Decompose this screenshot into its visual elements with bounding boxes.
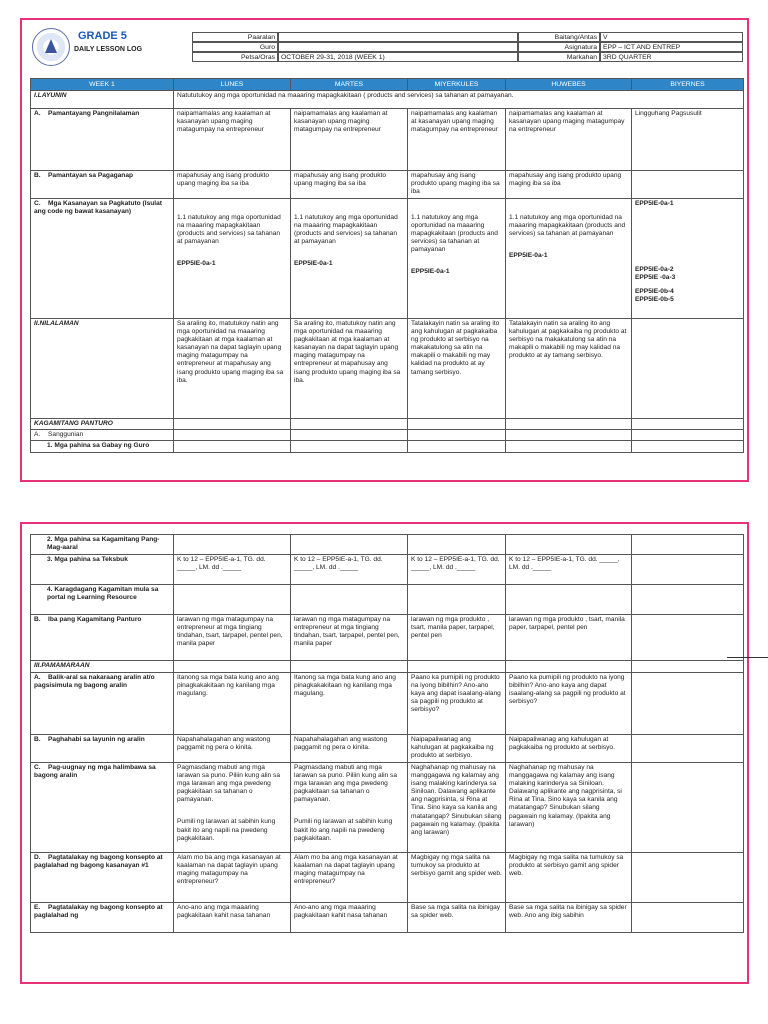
cell: naipamamalas ang kaalaman at kasanayan upang maging matagumpay na entrepreneur [506, 109, 632, 171]
row-label: A. Sanggunian [31, 430, 174, 441]
code: EPP5IE-0a-1 [509, 252, 548, 260]
code: EPP5IE-0a-1 [177, 260, 216, 268]
row-label: 3. Mga pahina sa Teksbuk [31, 555, 174, 585]
doc-title: DAILY LESSON LOG [74, 46, 143, 53]
code: EPP5IE-0b-5 [635, 296, 674, 304]
row-label: 2. Mga pahina sa Kagamitang Pang-Mag-aaral [31, 535, 174, 555]
cell: Sa araling ito, matutukoy natin ang mga oportunidad na maaaring pagkakitaan at mga kaalaman at kasanayan na dapat taglayin upang maging matagumpay na entrepreneur at mapahusay ang isang produkto upang maging iba sa iba. [291, 319, 408, 419]
cell [632, 319, 744, 419]
row-label: C. Mga Kasanayan sa Pagkatuto (Isulat ang code ng bawat kasanayan) [31, 199, 174, 319]
value-paaralan [278, 32, 518, 42]
cell: Itanong sa mga bata kung ano ang pinagkakakitaan ng kanilang mga magulang. [174, 673, 291, 735]
row-kagamitang-panturo [31, 419, 744, 430]
cell [632, 615, 744, 661]
row-sanggunian [31, 430, 744, 441]
row-nilalaman [31, 319, 744, 419]
cell: Pagmasdang mabuti ang mga larawan sa puno. Piliin kung alin sa mga larawan ang mga pwedeng pagkakitaan sa tahanan o pamayanan. Pumili ng larawan at sabihin kung bakit ito ang napili na pwedeng pagkakitaan. [291, 763, 408, 853]
cell: Tatalakayin natin sa araling ito ang kahulugan at pagkakaiba ng produkto at serbisyo na makakatulong sa atin na makapili o makabili ng may kalidad na produkto at ay tamang serbisyo. [408, 319, 506, 419]
cell: Ano-ano ang mga maaaring pagkakitaan kahit nasa tahanan [174, 903, 291, 933]
cell: Tatalakayin natin sa araling ito ang kahulugan at pagkakaiba ng produkto at serbisyo na makakatulong sa atin na makapili o makabili ng may kalidad na produkto at ay tamang serbisyo. [506, 319, 632, 419]
header [30, 26, 743, 72]
cell: Napahahalagahan ang wastong paggamit ng pera o kinita. [174, 735, 291, 763]
cell: K to 12 – EPP5IE-a-1, TG. dd. _____, LM. dd ._____ [291, 555, 408, 585]
cell: mapahusay ang isang produkto upang maging iba sa iba [408, 171, 506, 199]
cell: Ano-ano ang mga maaaring pagkakitaan kahit nasa tahanan [291, 903, 408, 933]
cell: Naipapaliwanag ang kahulugan at pagkakaiba ng produkto at serbisyo. [506, 735, 632, 763]
row-label: B. Iba pang Kagamitang Panturo [31, 615, 174, 661]
layunin-text: Natututukoy ang mga oportunidad na maaaring mapagkakitaan ( products and services) sa tahanan at pamayanan. [174, 91, 744, 109]
label-paaralan: Paaralan [192, 32, 278, 42]
cell: Magbigay ng mga salita na tumukoy sa produkto at serbisyo gamit ang spider web. [506, 853, 632, 903]
col-martes: MARTES [291, 79, 408, 91]
cell: Naghahanap ng mahusay na manggagawa ng kalamay ang isang malaking karinderya sa Siniloan. Dalawang aplikante ang nagprisinta, si Rina at Tina. Sino kaya sa kanila ang matatangap? Sinubukan silang pagawain ng kalamay. (Ipakita ang larawan) [408, 763, 506, 853]
cell: 1.1 natutukoy ang mga oportunidad na maaaring mapagkakitaan (products and services) sa tahanan at pamayanan EPP5IE-0a-1 [506, 199, 632, 319]
col-miyerkules: MIYERKULES [408, 79, 506, 91]
column-header-row [31, 79, 744, 91]
cell: naipamamalas ang kaalaman at kasanayan upang maging matagumpay na entrepreneur [174, 109, 291, 171]
cell [632, 735, 744, 763]
cell: K to 12 – EPP5IE-a-1, TG. dd. _____, LM. dd ._____ [506, 555, 632, 585]
cell [632, 673, 744, 735]
cell [632, 763, 744, 853]
row-label: A. Pamantayang Pangnilalaman [31, 109, 174, 171]
col-huwebes: HUWEBES [506, 79, 632, 91]
row-pamantayan-sa-pagaganap [31, 171, 744, 199]
row-label: B. Paghahabi sa layunin ng aralin [31, 735, 174, 763]
cell: larawan ng mga matagumpay na entrepreneur at mga tingiang tindahan, tsart, tarpapel, pentel pen, manila paper [174, 615, 291, 661]
row-kagamitang-mag-aaral [31, 535, 744, 555]
page-2 [20, 522, 749, 984]
cell [632, 199, 744, 319]
row-label: KAGAMITANG PANTURO [31, 419, 174, 430]
label-asignatura: Asignatura [518, 42, 600, 52]
cell [632, 555, 744, 585]
cell [632, 853, 744, 903]
cell: larawan ng mga produkto , tsart, manila paper, tarpapel, pentel pen [506, 615, 632, 661]
code: EPP5IE-0a-2 [635, 266, 674, 274]
row-label: 1. Mga pahina sa Gabay ng Guro [31, 441, 174, 453]
lesson-table-2 [30, 534, 744, 933]
cell: K to 12 – EPP5IE-a-1, TG. dd. _____, LM. dd ._____ [408, 555, 506, 585]
value-petsa: OCTOBER 29-31, 2018 (WEEK 1) [278, 52, 518, 62]
row-label: B. Pamantayan sa Pagaganap [31, 171, 174, 199]
label-markahan: Markahan [518, 52, 600, 62]
cell: Base sa mga salita na ibinigay sa spider web. Ano ang ibig sabihin [506, 903, 632, 933]
row-label: A. Balik-aral sa nakaraang aralin at/o pagsisimula ng bagong aralin [31, 673, 174, 735]
row-pagtatalakay-1 [31, 853, 744, 903]
row-iba-pang-kagamitan [31, 615, 744, 661]
row-layunin [31, 91, 744, 109]
row-mga-kasanayan [31, 199, 744, 319]
cell: mapahusay ang isang produkto upang maging iba sa iba [174, 171, 291, 199]
row-karagdagang-kagamitan [31, 585, 744, 615]
label-baitang: Baitang/Antas [518, 32, 600, 42]
code: EPP5IE-0a-1 [294, 260, 333, 268]
row-label: 4. Karagdagang Kagamitan mula sa portal ng Learning Resource [31, 585, 174, 615]
cell: Naipapaliwanag ang kahulugan at pagkakaiba ng produkto at serbisyo. [408, 735, 506, 763]
row-label: II.NILALAMAN [31, 319, 174, 419]
cell: Naghahanap ng mahusay na manggagawa ng kalamay ang isang malaking karinderya sa Siniloan. Dalawang aplikante ang nagprisinta, si Rina at Tina. Sino kaya sa kanila ang matatangap? Sinubukan silang pagawain ng kalamay. (Ipakita ang larawan) [506, 763, 632, 853]
value-markahan: 3RD QUARTER [600, 52, 743, 62]
label-guro: Guro [192, 42, 278, 52]
row-label: I.LAYUNIN [31, 91, 174, 109]
value-asignatura: EPP – ICT AND ENTREP [600, 42, 743, 52]
row-paghahabi [31, 735, 744, 763]
cell: 1.1 natutukoy ang mga oportunidad na maaaring mapagkakitaan (products and services) sa tahanan at pamayanan EPP5IE-0a-1 [291, 199, 408, 319]
row-teksbuk [31, 555, 744, 585]
value-baitang: V [600, 32, 743, 42]
col-lunes: LUNES [174, 79, 291, 91]
cell: Alam mo ba ang mga kasanayan at kaalaman na dapat taglayin upang maging matagumpay na entrepreneur? [291, 853, 408, 903]
row-gabay-ng-guro [31, 441, 744, 453]
col-week: WEEK 1 [31, 79, 174, 91]
cell: Lingguhang Pagsusulit [632, 109, 744, 171]
divider-line [727, 657, 768, 658]
cell: larawan ng mga produkto , tsart, manila paper, tarpapel, pentel pen [408, 615, 506, 661]
cell: K to 12 – EPP5IE-a-1, TG. dd. _____, LM. dd ._____ [174, 555, 291, 585]
cell: Napahahalagahan ang wastong paggamit ng pera o kinita. [291, 735, 408, 763]
code: EPP5IE-0b-4 [635, 288, 674, 296]
cell: Paano ka pumipili ng produkto na iyong bibilhin? Ano-ano kaya ang dapat isaalang-alang sa pagpili ng produkto at serbisyo? [506, 673, 632, 735]
cell: mapahusay ang isang produkto upang maging iba sa iba [291, 171, 408, 199]
label-petsa: Petsa/Oras [192, 52, 278, 62]
cell: Sa araling ito, matutukoy natin ang mga oportunidad na maaaring pagkakitaan at mga kaalaman at kasanayan na dapat taglayin upang maging matagumpay na entrepreneur at mapahusay ang isang produkto upang maging iba sa iba. [174, 319, 291, 419]
lesson-table-1 [30, 78, 744, 453]
cell [632, 171, 744, 199]
row-pagtatalakay-2 [31, 903, 744, 933]
code: EPP5IE -0a-3 [635, 274, 676, 282]
cell: naipamamalas ang kaalaman at kasanayan upang maging matagumpay na entrepreneur [408, 109, 506, 171]
value-guro [278, 42, 518, 52]
col-biyernes: BIYERNES [632, 79, 744, 91]
cell: 1.1 natutukoy ang mga oportunidad na maaaring mapagkakitaan (products and services) sa tahanan at pamayanan EPP5IE-0a-1 [408, 199, 506, 319]
code: EPP5IE-0a-1 [635, 200, 674, 207]
row-pamamaraan [31, 661, 744, 673]
grade-title: GRADE 5 [78, 30, 127, 42]
cell: Base sa mga salita na ibinigay sa spider web. [408, 903, 506, 933]
cell: larawan ng mga matagumpay na entrepreneur at mga tingiang tindahan, tsart, tarpapel, pentel pen, manila paper [291, 615, 408, 661]
cell: 1.1 natutukoy ang mga oportunidad na maaaring mapagkakitaan (products and services) sa tahanan at pamayanan EPP5IE-0a-1 [174, 199, 291, 319]
cell: Itanong sa mga bata kung ano ang pinagkakakitaan ng kanilang mga magulang. [291, 673, 408, 735]
row-label: III.PAMAMARAAN [31, 661, 174, 673]
cell: naipamamalas ang kaalaman at kasanayan upang maging matagumpay na entrepreneur [291, 109, 408, 171]
cell: Magbigay ng mga salita na tumukoy sa produkto at serbisyo gamit ang spider web. [408, 853, 506, 903]
cell: Pagmasdang mabuti ang mga larawan sa puno. Piliin kung alin sa mga larawan ang mga pwedeng pagkakitaan sa tahanan o pamayanan. Pumili ng larawan at sabihin kung bakit ito ang napili na pwedeng pagkakitaan. [174, 763, 291, 853]
page-1 [20, 18, 749, 482]
row-label: D. Pagtatalakay ng bagong konsepto at paglalahad ng bagong kasanayan #1 [31, 853, 174, 903]
row-label: C. Pag-uugnay ng mga halimbawa sa bagong aralin [31, 763, 174, 853]
row-balik-aral [31, 673, 744, 735]
code: EPP5IE-0a-1 [411, 268, 450, 276]
cell: Alam mo ba ang mga kasanayan at kaalaman na dapat taglayin upang maging matagumpay na entrepreneur? [174, 853, 291, 903]
row-pag-uugnay [31, 763, 744, 853]
row-label: E. Pagtatalakay ng bagong konsepto at paglalahad ng [31, 903, 174, 933]
cell: Paano ka pumipili ng produkto na iyong bibilhin? Ano-ano kaya ang dapat isaalang-alang sa pagpili ng produkto at serbisyo? [408, 673, 506, 735]
deped-seal-icon [32, 28, 70, 66]
cell [632, 903, 744, 933]
row-pamantayang-pangnilalaman [31, 109, 744, 171]
cell: mapahusay ang isang produkto upang maging iba sa iba [506, 171, 632, 199]
